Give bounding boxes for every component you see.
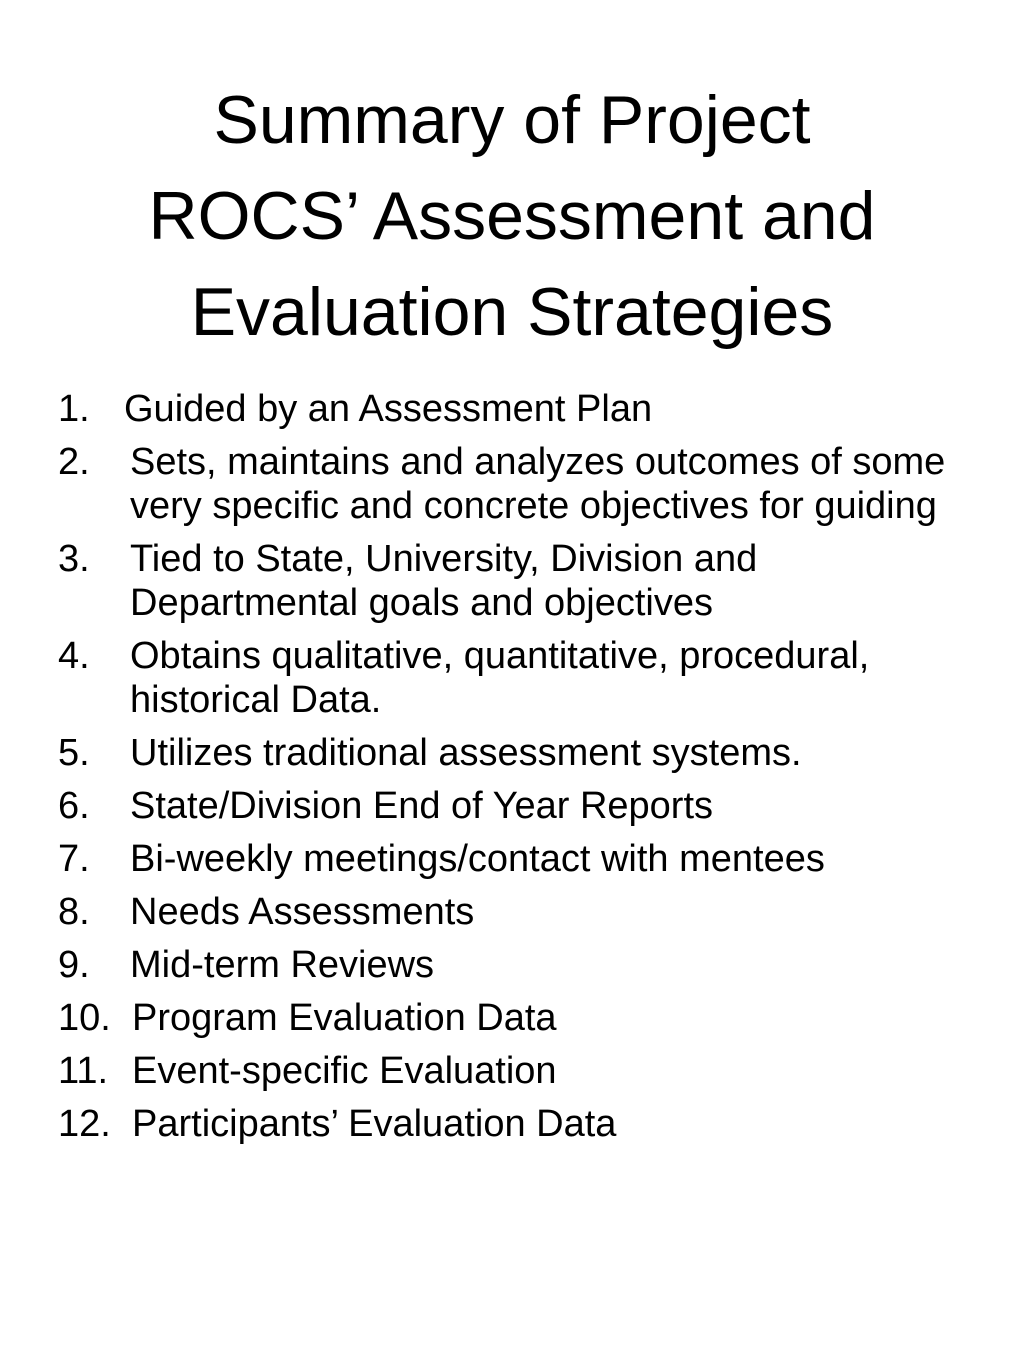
title-line-3: Evaluation Strategies <box>190 274 834 350</box>
item-text: Mid-term Reviews <box>130 944 435 986</box>
slide-title <box>40 72 984 360</box>
item-text: Tied to State, University, Division and Departmental goals and objectives <box>130 538 758 624</box>
title-line-2: ROCS’ Assessment and <box>148 178 876 254</box>
item-text: Obtains qualitative, quantitative, procedural, historical Data. <box>130 635 870 721</box>
item-number: 8. <box>58 891 90 933</box>
list-item <box>58 440 958 528</box>
list-item <box>58 387 958 431</box>
list-item <box>58 784 958 828</box>
item-number: 2. <box>58 441 90 483</box>
item-text: Participants’ Evaluation Data <box>132 1103 617 1145</box>
item-number: 9. <box>58 944 90 986</box>
item-number: 4. <box>58 635 90 677</box>
list-item <box>58 943 958 987</box>
list-item <box>58 1049 958 1093</box>
item-number: 3. <box>58 538 90 580</box>
item-number: 6. <box>58 785 90 827</box>
item-text: Guided by an Assessment Plan <box>124 388 653 430</box>
item-text: Bi-weekly meetings/contact with mentees <box>130 838 825 880</box>
list-item <box>58 890 958 934</box>
list-item <box>58 634 958 722</box>
list-item <box>58 1102 958 1146</box>
item-number: 1. <box>58 388 90 430</box>
item-text: Program Evaluation Data <box>132 997 557 1039</box>
item-number: 12. <box>58 1103 111 1145</box>
list-item <box>58 837 958 881</box>
strategy-list <box>58 387 958 1155</box>
item-text: Needs Assessments <box>130 891 475 933</box>
item-text: Event-specific Evaluation <box>132 1050 557 1092</box>
item-text: Utilizes traditional assessment systems. <box>130 732 802 774</box>
list-item <box>58 731 958 775</box>
item-number: 11. <box>58 1050 109 1092</box>
list-item <box>58 537 958 625</box>
item-text: Sets, maintains and analyzes outcomes of some very specific and concrete objectives for guiding <box>130 441 946 527</box>
list-item <box>58 996 958 1040</box>
item-text: State/Division End of Year Reports <box>130 785 714 827</box>
item-number: 5. <box>58 732 90 774</box>
title-line-1: Summary of Project <box>213 82 811 158</box>
item-number: 7. <box>58 838 90 880</box>
item-number: 10. <box>58 997 111 1039</box>
